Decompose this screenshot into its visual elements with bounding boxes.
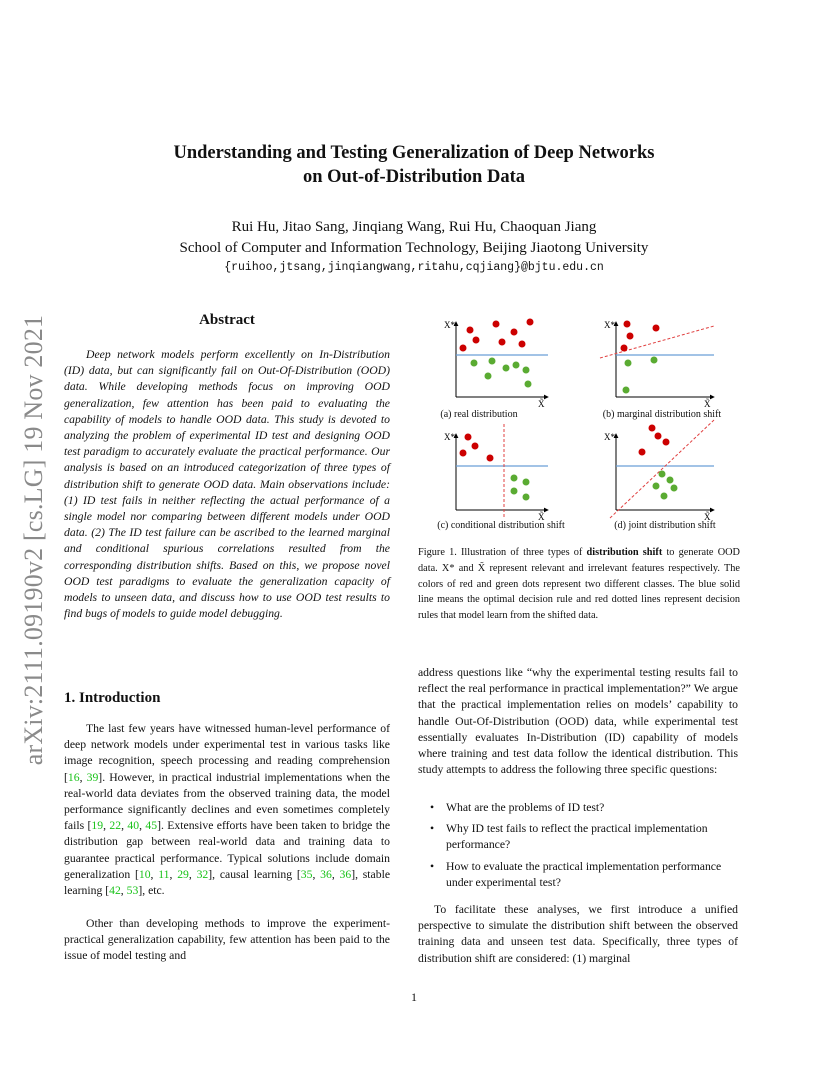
- red-dot: [527, 319, 534, 326]
- figure-1-panels: [418, 312, 740, 538]
- red-dot: [655, 433, 662, 440]
- green-dot: [485, 373, 492, 380]
- red-dot: [663, 439, 670, 446]
- green-dot: [511, 488, 518, 495]
- x-axis-label: X̃: [538, 399, 545, 409]
- green-dot: [659, 471, 666, 478]
- green-dot: [511, 475, 518, 482]
- red-dot: [627, 333, 634, 340]
- x-axis-label: X̃: [704, 512, 711, 522]
- subfigure-caption-a: (a) real distribution: [440, 409, 518, 420]
- green-dot: [523, 494, 530, 501]
- green-dot: [671, 485, 678, 492]
- abstract-heading: Abstract: [199, 312, 255, 328]
- y-axis-label: X*: [604, 432, 615, 442]
- green-dot: [667, 477, 674, 484]
- figure-1-caption: Figure 1. Illustration of three types of distribution shift to generate OOD data. X* and X̃ represent relevant and irrelevant features respectively. The colors of red and green dots represent two different classes. The blue solid line means the optimal decision rule and red dotted lines represent decision rules that model learn from the shifted data.: [418, 547, 740, 622]
- citation-link[interactable]: 19: [91, 819, 104, 833]
- question-list: [430, 800, 738, 896]
- title-line-2: on Out-of-Distribution Data: [302, 167, 525, 187]
- citation-link[interactable]: 16: [67, 770, 80, 784]
- citation-link[interactable]: 29: [177, 867, 189, 881]
- abstract-text: Deep network models perform excellently on In-Distribution (ID) data, but can significantly fail on Out-Of-Distribution (OOD) data. While developing methods focus on improving OOD generalization, few attention has been paid to evaluating the capability of models to handle OOD data. This study is devoted to analyzing the problem of experimental ID test and designing OOD test paradigm to accurately evaluate the practical performance. Our analysis is based on an introduced categorization of three types of distribution shift to generate OOD data. Main observations include: (1) ID test fails in neither reflecting the actual performance of a single model nor comparing between different models under OOD data. (2) The ID test failure can be ascribed to the learned marginal and conditional spurious correlations resulted from the corresponding distribution shifts. Based on this, we propose novel OOD test paradigms to evaluate the generalization capacity of models to unseen data, and discuss how to use OOD test results to find bugs of models to guide model debugging.: [64, 348, 390, 621]
- affiliation: School of Computer and Information Technology, Beijing Jiaotong University: [179, 240, 649, 256]
- green-dot: [523, 367, 530, 374]
- red-dot: [460, 450, 467, 457]
- citation-link[interactable]: 42: [109, 884, 121, 898]
- column-2-paragraph-1: address questions like “why the experimental testing results fail to reflect the real performance in practical implementation?” We argue that the practical implementation relies on models’ capability to handle Out-Of-Distribution (OOD) data, while experimental test essentially evaluates In-Distribution (ID) capability of models where training and test data follow the identical distribution. This study attempts to address the following three specific questions:: [418, 666, 738, 777]
- red-dot: [472, 443, 479, 450]
- citation-link[interactable]: 22: [109, 819, 122, 833]
- paper-title: [0, 141, 828, 189]
- panel-d-joint-shift: [604, 420, 714, 522]
- intro-paragraph-2: Other than developing methods to improve the experiment-practical generalization capability, few attention has been paid to the issue of model testing and: [64, 917, 390, 963]
- citation-link[interactable]: 11: [158, 867, 170, 881]
- citation-link[interactable]: 53: [126, 884, 139, 898]
- citation-link[interactable]: 10: [138, 867, 151, 881]
- green-dot: [513, 362, 520, 369]
- red-dot: [499, 339, 506, 346]
- panel-b-marginal-shift: [600, 320, 714, 409]
- red-dot: [460, 345, 467, 352]
- column-2-paragraph-2: To facilitate these analyses, we first introduce a unified perspective to simulate the distribution shift between the observed training data and unseen test data. Specifically, three types of distribution shift are considered: (1) marginal: [418, 903, 738, 965]
- green-dot: [525, 381, 532, 388]
- intro-paragraph-1: The last few years have witnessed human-level performance of deep network models under experimental test in various tasks like image recognition, speech processing and reading comprehension [16, 39]. However, in practical industrial implementations when the real-world data deviates from the observed training data, the model performance significantly declines and even sometimes completely fails [19, 22, 40, 45]. Extensive efforts have been taken to bridge the distribution gap between real-world data and training data to guarantee practical performance. Typical solutions include domain generalization [10, 11, 29, 32], causal learning [35, 36, 36], stable learning [42, 53], etc.: [64, 722, 391, 898]
- red-dot: [621, 345, 628, 352]
- green-dot: [623, 387, 630, 394]
- citation-link[interactable]: 36: [339, 867, 352, 881]
- panel-c-conditional-shift: [444, 424, 548, 522]
- green-dot: [489, 358, 496, 365]
- red-dot: [639, 449, 646, 456]
- learned-decision-line: [610, 420, 714, 518]
- subfigure-caption-b: (b) marginal distribution shift: [602, 409, 722, 420]
- green-dot: [523, 479, 530, 486]
- green-dot: [653, 483, 660, 490]
- citation-link[interactable]: 36: [320, 867, 332, 881]
- list-item: • What are the problems of ID test?: [430, 801, 605, 814]
- green-dot: [651, 357, 658, 364]
- title-line-1: Understanding and Testing Generalization of Deep Networks: [173, 143, 655, 163]
- list-item: • Why ID test fails to reflect the practical implementation performance?: [430, 822, 708, 852]
- green-dot: [625, 360, 632, 367]
- citation-link[interactable]: 35: [300, 867, 313, 881]
- y-axis-label: X*: [444, 432, 455, 442]
- list-item: • How to evaluate the practical implementation performance under experimental test?: [430, 859, 722, 889]
- author-emails: {ruihoo,jtsang,jinqiangwang,ritahu,cqjiang}@bjtu.edu.cn: [224, 261, 604, 274]
- red-dot: [653, 325, 660, 332]
- subfigure-caption-c: (c) conditional distribution shift: [437, 520, 565, 531]
- x-axis-label: X̃: [538, 512, 545, 522]
- figure-1: [418, 312, 740, 538]
- red-dot: [649, 425, 656, 432]
- y-axis-label: X*: [444, 320, 455, 330]
- green-dot: [471, 360, 478, 367]
- panel-a-real-distribution: [444, 319, 548, 410]
- green-dot: [661, 493, 668, 500]
- red-dot: [487, 455, 494, 462]
- red-dot: [511, 329, 518, 336]
- page-number: 1: [411, 990, 417, 1004]
- red-dot: [465, 434, 472, 441]
- arxiv-identifier: arXiv:2111.09190v2 [cs.LG] 19 Nov 2021: [19, 314, 48, 766]
- red-dot: [519, 341, 526, 348]
- subfigure-caption-d: (d) joint distribution shift: [614, 520, 716, 531]
- green-dot: [503, 365, 510, 372]
- intro-heading: 1. Introduction: [64, 690, 161, 706]
- citation-link[interactable]: 45: [145, 819, 158, 833]
- x-axis-label: X̃: [704, 399, 711, 409]
- red-dot: [473, 337, 480, 344]
- red-dot: [624, 321, 631, 328]
- red-dot: [493, 321, 500, 328]
- citation-link[interactable]: 40: [127, 819, 140, 833]
- author-list: Rui Hu, Jitao Sang, Jinqiang Wang, Rui Hu, Chaoquan Jiang: [231, 219, 597, 235]
- citation-link[interactable]: 32: [196, 867, 209, 881]
- red-dot: [467, 327, 474, 334]
- citation-link[interactable]: 39: [86, 770, 99, 784]
- y-axis-label: X*: [604, 320, 615, 330]
